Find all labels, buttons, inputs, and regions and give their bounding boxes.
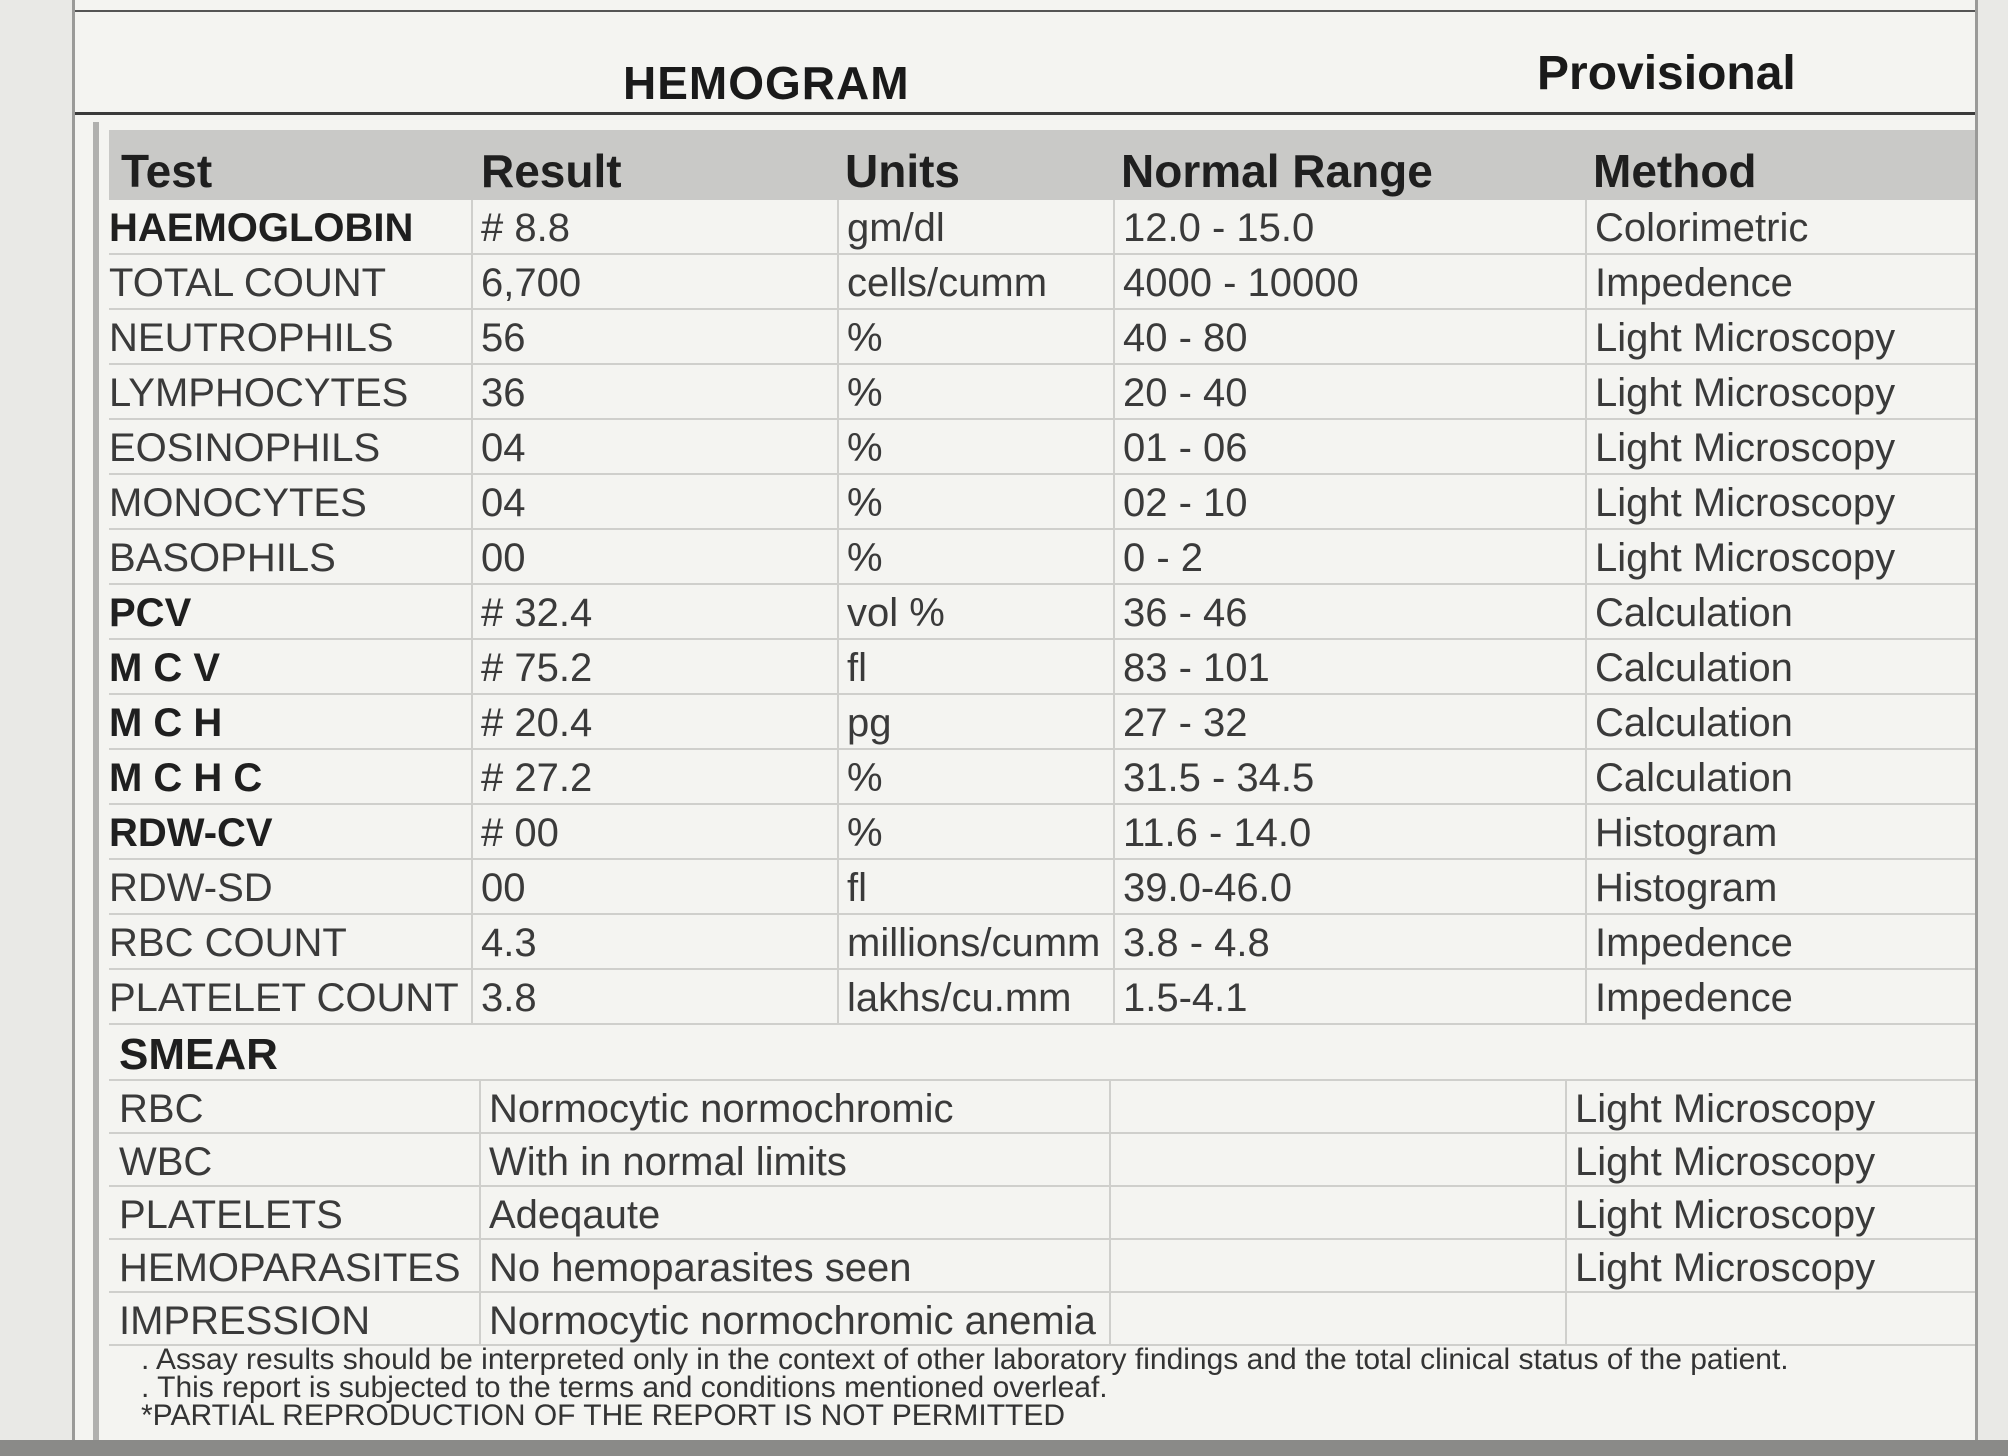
smear-test-name: PLATELETS <box>119 1193 343 1237</box>
test-name: PLATELET COUNT <box>109 976 459 1020</box>
smear-test-name: WBC <box>119 1140 213 1184</box>
test-result: 3.8 <box>471 970 837 1023</box>
test-method: Calculation <box>1585 640 1975 693</box>
test-name: NEUTROPHILS <box>109 316 394 360</box>
smear-method: Light Microscopy <box>1565 1134 1975 1187</box>
table-body <box>109 200 1975 1346</box>
test-units: % <box>837 475 1113 528</box>
test-normal-range: 3.8 - 4.8 <box>1113 915 1585 968</box>
test-units: % <box>837 420 1113 473</box>
report-footer-notes <box>141 1343 1961 1432</box>
test-method: Colorimetric <box>1585 200 1975 253</box>
table-row <box>109 860 1975 915</box>
test-method: Calculation <box>1585 585 1975 638</box>
test-result: 04 <box>471 475 837 528</box>
test-result: # 32.4 <box>471 585 837 638</box>
test-normal-range: 83 - 101 <box>1113 640 1585 693</box>
test-normal-range: 11.6 - 14.0 <box>1113 805 1585 858</box>
test-normal-range: 36 - 46 <box>1113 585 1585 638</box>
test-normal-range: 20 - 40 <box>1113 365 1585 418</box>
footer-note: *PARTIAL REPRODUCTION OF THE REPORT IS NOT PERMITTED <box>141 1399 1066 1432</box>
test-units: % <box>837 750 1113 803</box>
test-method: Impedence <box>1585 970 1975 1023</box>
table-row <box>109 365 1975 420</box>
table-row <box>109 970 1975 1025</box>
test-units: % <box>837 310 1113 363</box>
test-name: LYMPHOCYTES <box>109 371 409 415</box>
column-header-method: Method <box>1593 145 1757 197</box>
test-normal-range: 4000 - 10000 <box>1113 255 1585 308</box>
smear-result: Adeqaute <box>479 1187 1109 1240</box>
report-title: HEMOGRAM <box>623 57 910 109</box>
test-units: % <box>837 530 1113 583</box>
test-result: # 20.4 <box>471 695 837 748</box>
screen-bottom-edge <box>0 1440 2008 1456</box>
test-normal-range: 1.5-4.1 <box>1113 970 1585 1023</box>
smear-row <box>109 1293 1975 1346</box>
test-normal-range: 02 - 10 <box>1113 475 1585 528</box>
test-normal-range: 31.5 - 34.5 <box>1113 750 1585 803</box>
test-result: 4.3 <box>471 915 837 968</box>
test-result: # 8.8 <box>471 200 837 253</box>
table-row <box>109 310 1975 365</box>
smear-row <box>109 1240 1975 1293</box>
table-row <box>109 585 1975 640</box>
table-row <box>109 640 1975 695</box>
test-name: TOTAL COUNT <box>109 261 387 305</box>
test-result: # 27.2 <box>471 750 837 803</box>
table-row <box>109 695 1975 750</box>
test-name: RDW-CV <box>109 811 273 855</box>
report-sheet <box>72 0 1978 1440</box>
report-status: Provisional <box>1537 47 1796 100</box>
test-method: Light Microscopy <box>1585 475 1975 528</box>
test-name: RBC COUNT <box>109 921 347 965</box>
table-row <box>109 530 1975 585</box>
test-result: 00 <box>471 860 837 913</box>
table-row <box>109 200 1975 255</box>
smear-method <box>1565 1293 1975 1346</box>
test-name: MONOCYTES <box>109 481 367 525</box>
test-name: EOSINOPHILS <box>109 426 381 470</box>
smear-method: Light Microscopy <box>1565 1187 1975 1240</box>
test-units: pg <box>837 695 1113 748</box>
results-table <box>93 122 1981 1440</box>
test-name: PCV <box>109 591 192 635</box>
smear-test-name: RBC <box>119 1087 204 1131</box>
test-method: Calculation <box>1585 695 1975 748</box>
smear-normal-range <box>1109 1293 1565 1346</box>
footer-note: . This report is subjected to the terms and conditions mentioned overleaf. <box>141 1371 1108 1404</box>
test-method: Histogram <box>1585 860 1975 913</box>
smear-result: With in normal limits <box>479 1134 1109 1187</box>
report-header <box>75 12 1975 115</box>
smear-normal-range <box>1109 1240 1565 1293</box>
smear-row <box>109 1134 1975 1187</box>
table-row <box>109 420 1975 475</box>
table-row <box>109 915 1975 970</box>
test-units: % <box>837 365 1113 418</box>
table-row <box>109 475 1975 530</box>
smear-normal-range <box>1109 1081 1565 1134</box>
smear-test-name: IMPRESSION <box>119 1299 371 1343</box>
column-header-result: Result <box>481 145 622 197</box>
test-method: Impedence <box>1585 255 1975 308</box>
test-result: 04 <box>471 420 837 473</box>
table-row <box>109 255 1975 310</box>
smear-result: Normocytic normochromic anemia <box>479 1293 1109 1346</box>
smear-result: No hemoparasites seen <box>479 1240 1109 1293</box>
footer-note: . Assay results should be interpreted only in the context of other laboratory findings and the total clinical status of the patient. <box>141 1343 1789 1376</box>
test-name: M C H <box>109 701 223 745</box>
test-units: vol % <box>837 585 1113 638</box>
test-name: RDW-SD <box>109 866 273 910</box>
smear-method: Light Microscopy <box>1565 1240 1975 1293</box>
test-result: 6,700 <box>471 255 837 308</box>
column-header-units: Units <box>845 145 960 197</box>
test-name: BASOPHILS <box>109 536 336 580</box>
test-method: Impedence <box>1585 915 1975 968</box>
test-result: 00 <box>471 530 837 583</box>
test-normal-range: 40 - 80 <box>1113 310 1585 363</box>
test-units: gm/dl <box>837 200 1113 253</box>
test-result: 36 <box>471 365 837 418</box>
table-row <box>109 805 1975 860</box>
test-units: fl <box>837 640 1113 693</box>
test-normal-range: 39.0-46.0 <box>1113 860 1585 913</box>
table-header <box>109 130 1975 200</box>
smear-row <box>109 1081 1975 1134</box>
column-header-normal-range: Normal Range <box>1121 145 1433 197</box>
test-method: Light Microscopy <box>1585 310 1975 363</box>
test-normal-range: 12.0 - 15.0 <box>1113 200 1585 253</box>
test-name: HAEMOGLOBIN <box>109 206 414 250</box>
smear-normal-range <box>1109 1187 1565 1240</box>
test-normal-range: 27 - 32 <box>1113 695 1585 748</box>
test-result: 56 <box>471 310 837 363</box>
smear-result: Normocytic normochromic <box>479 1081 1109 1134</box>
test-name: M C H C <box>109 756 263 800</box>
test-method: Light Microscopy <box>1585 530 1975 583</box>
smear-row <box>109 1187 1975 1240</box>
test-method: Light Microscopy <box>1585 365 1975 418</box>
smear-section-title: SMEAR <box>109 1025 1975 1081</box>
test-units: lakhs/cu.mm <box>837 970 1113 1023</box>
test-method: Histogram <box>1585 805 1975 858</box>
test-name: M C V <box>109 646 221 690</box>
test-normal-range: 01 - 06 <box>1113 420 1585 473</box>
column-header-test: Test <box>121 145 213 197</box>
test-method: Light Microscopy <box>1585 420 1975 473</box>
smear-method: Light Microscopy <box>1565 1081 1975 1134</box>
smear-normal-range <box>1109 1134 1565 1187</box>
test-units: millions/cumm <box>837 915 1113 968</box>
smear-test-name: HEMOPARASITES <box>119 1246 461 1290</box>
test-method: Calculation <box>1585 750 1975 803</box>
test-units: cells/cumm <box>837 255 1113 308</box>
test-result: # 00 <box>471 805 837 858</box>
table-row <box>109 750 1975 805</box>
test-units: fl <box>837 860 1113 913</box>
test-units: % <box>837 805 1113 858</box>
test-normal-range: 0 - 2 <box>1113 530 1585 583</box>
test-result: # 75.2 <box>471 640 837 693</box>
